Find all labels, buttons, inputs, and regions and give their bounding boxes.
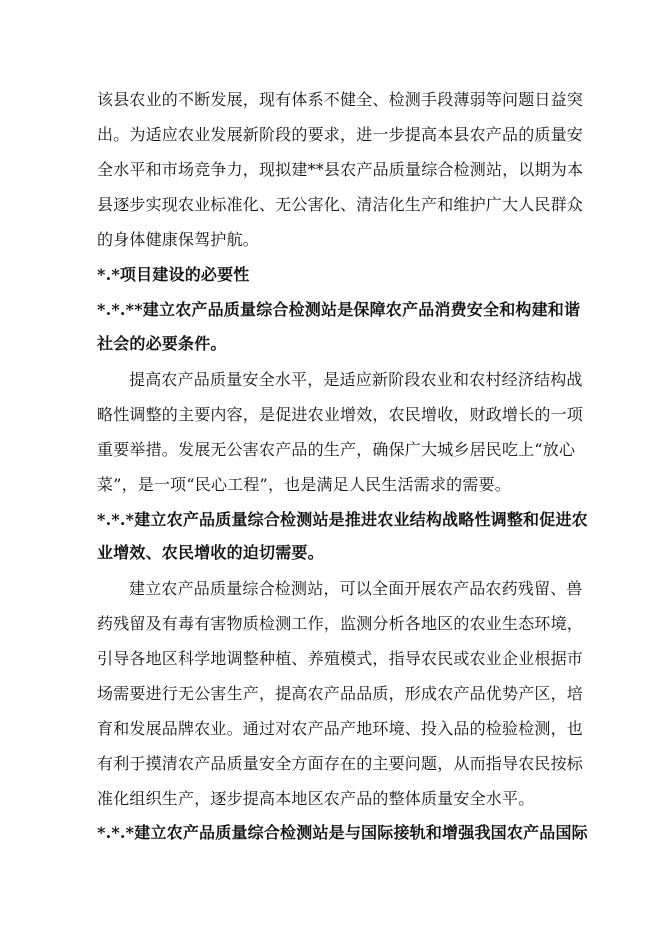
subsection-heading: 业增效、农民增收的迫切需要。 <box>97 543 324 562</box>
paragraph-line: 场需要进行无公害生产，提高农产品品质，形成农产品优势产区，培 <box>97 684 584 703</box>
paragraph-line: 略性调整的主要内容，是促进农业增效，农民增收，财政增长的一项 <box>97 405 584 424</box>
paragraph-line: 提高农产品质量安全水平，是适应新阶段农业和农村经济结构战 <box>129 370 583 389</box>
subsection-heading: *.*.*建立农产品质量综合检测站是与国际接轨和增强我国农产品国际 <box>97 823 588 842</box>
paragraph-line: 育和发展品牌农业。通过对农产品产地环境、投入品的检验检测，也 <box>97 719 584 738</box>
paragraph-line: 重要举措。发展无公害农产品的生产，确保广大城乡居民吃上“放心 <box>97 440 576 459</box>
subsection-heading: *.*.*建立农产品质量综合检测站是推进农业结构战略性调整和促进农 <box>97 510 588 529</box>
paragraph-line: 菜”，是一项“民心工程”，也是满足人民生活需求的需要。 <box>97 475 511 494</box>
subsection-heading: *.*.**建立农产品质量综合检测站是保障农产品消费安全和构建和谐 <box>97 300 581 319</box>
paragraph-line: 全水平和市场竞争力，现拟建**县农产品质量综合检测站，以期为本 <box>97 160 584 179</box>
paragraph-line: 引导各地区科学地调整种植、养殖模式，指导农民或农业企业根据市 <box>97 649 584 668</box>
paragraph-line: 出。为适应农业发展新阶段的要求，进一步提高本县农产品的质量安 <box>97 125 584 144</box>
section-heading: *.*项目建设的必要性 <box>97 265 250 284</box>
paragraph-line: 有利于摸清农产品质量安全方面存在的主要问题，从而指导农民按标 <box>97 754 584 773</box>
paragraph-line: 建立农产品质量综合检测站，可以全面开展农产品农药残留、兽 <box>129 579 583 598</box>
paragraph-line: 准化组织生产，逐步提高本地区农产品的整体质量安全水平。 <box>97 789 535 808</box>
paragraph-line: 县逐步实现农业标准化、无公害化、清洁化生产和维护广大人民群众 <box>97 195 584 214</box>
paragraph-line: 药残留及有毒有害物质检测工作，监测分析各地区的农业生态环境， <box>97 614 584 633</box>
paragraph-line: 该县农业的不断发展，现有体系不健全、检测手段薄弱等问题日益突 <box>97 90 584 109</box>
paragraph-line: 的身体健康保驾护航。 <box>97 230 260 249</box>
subsection-heading: 社会的必要条件。 <box>97 334 227 353</box>
